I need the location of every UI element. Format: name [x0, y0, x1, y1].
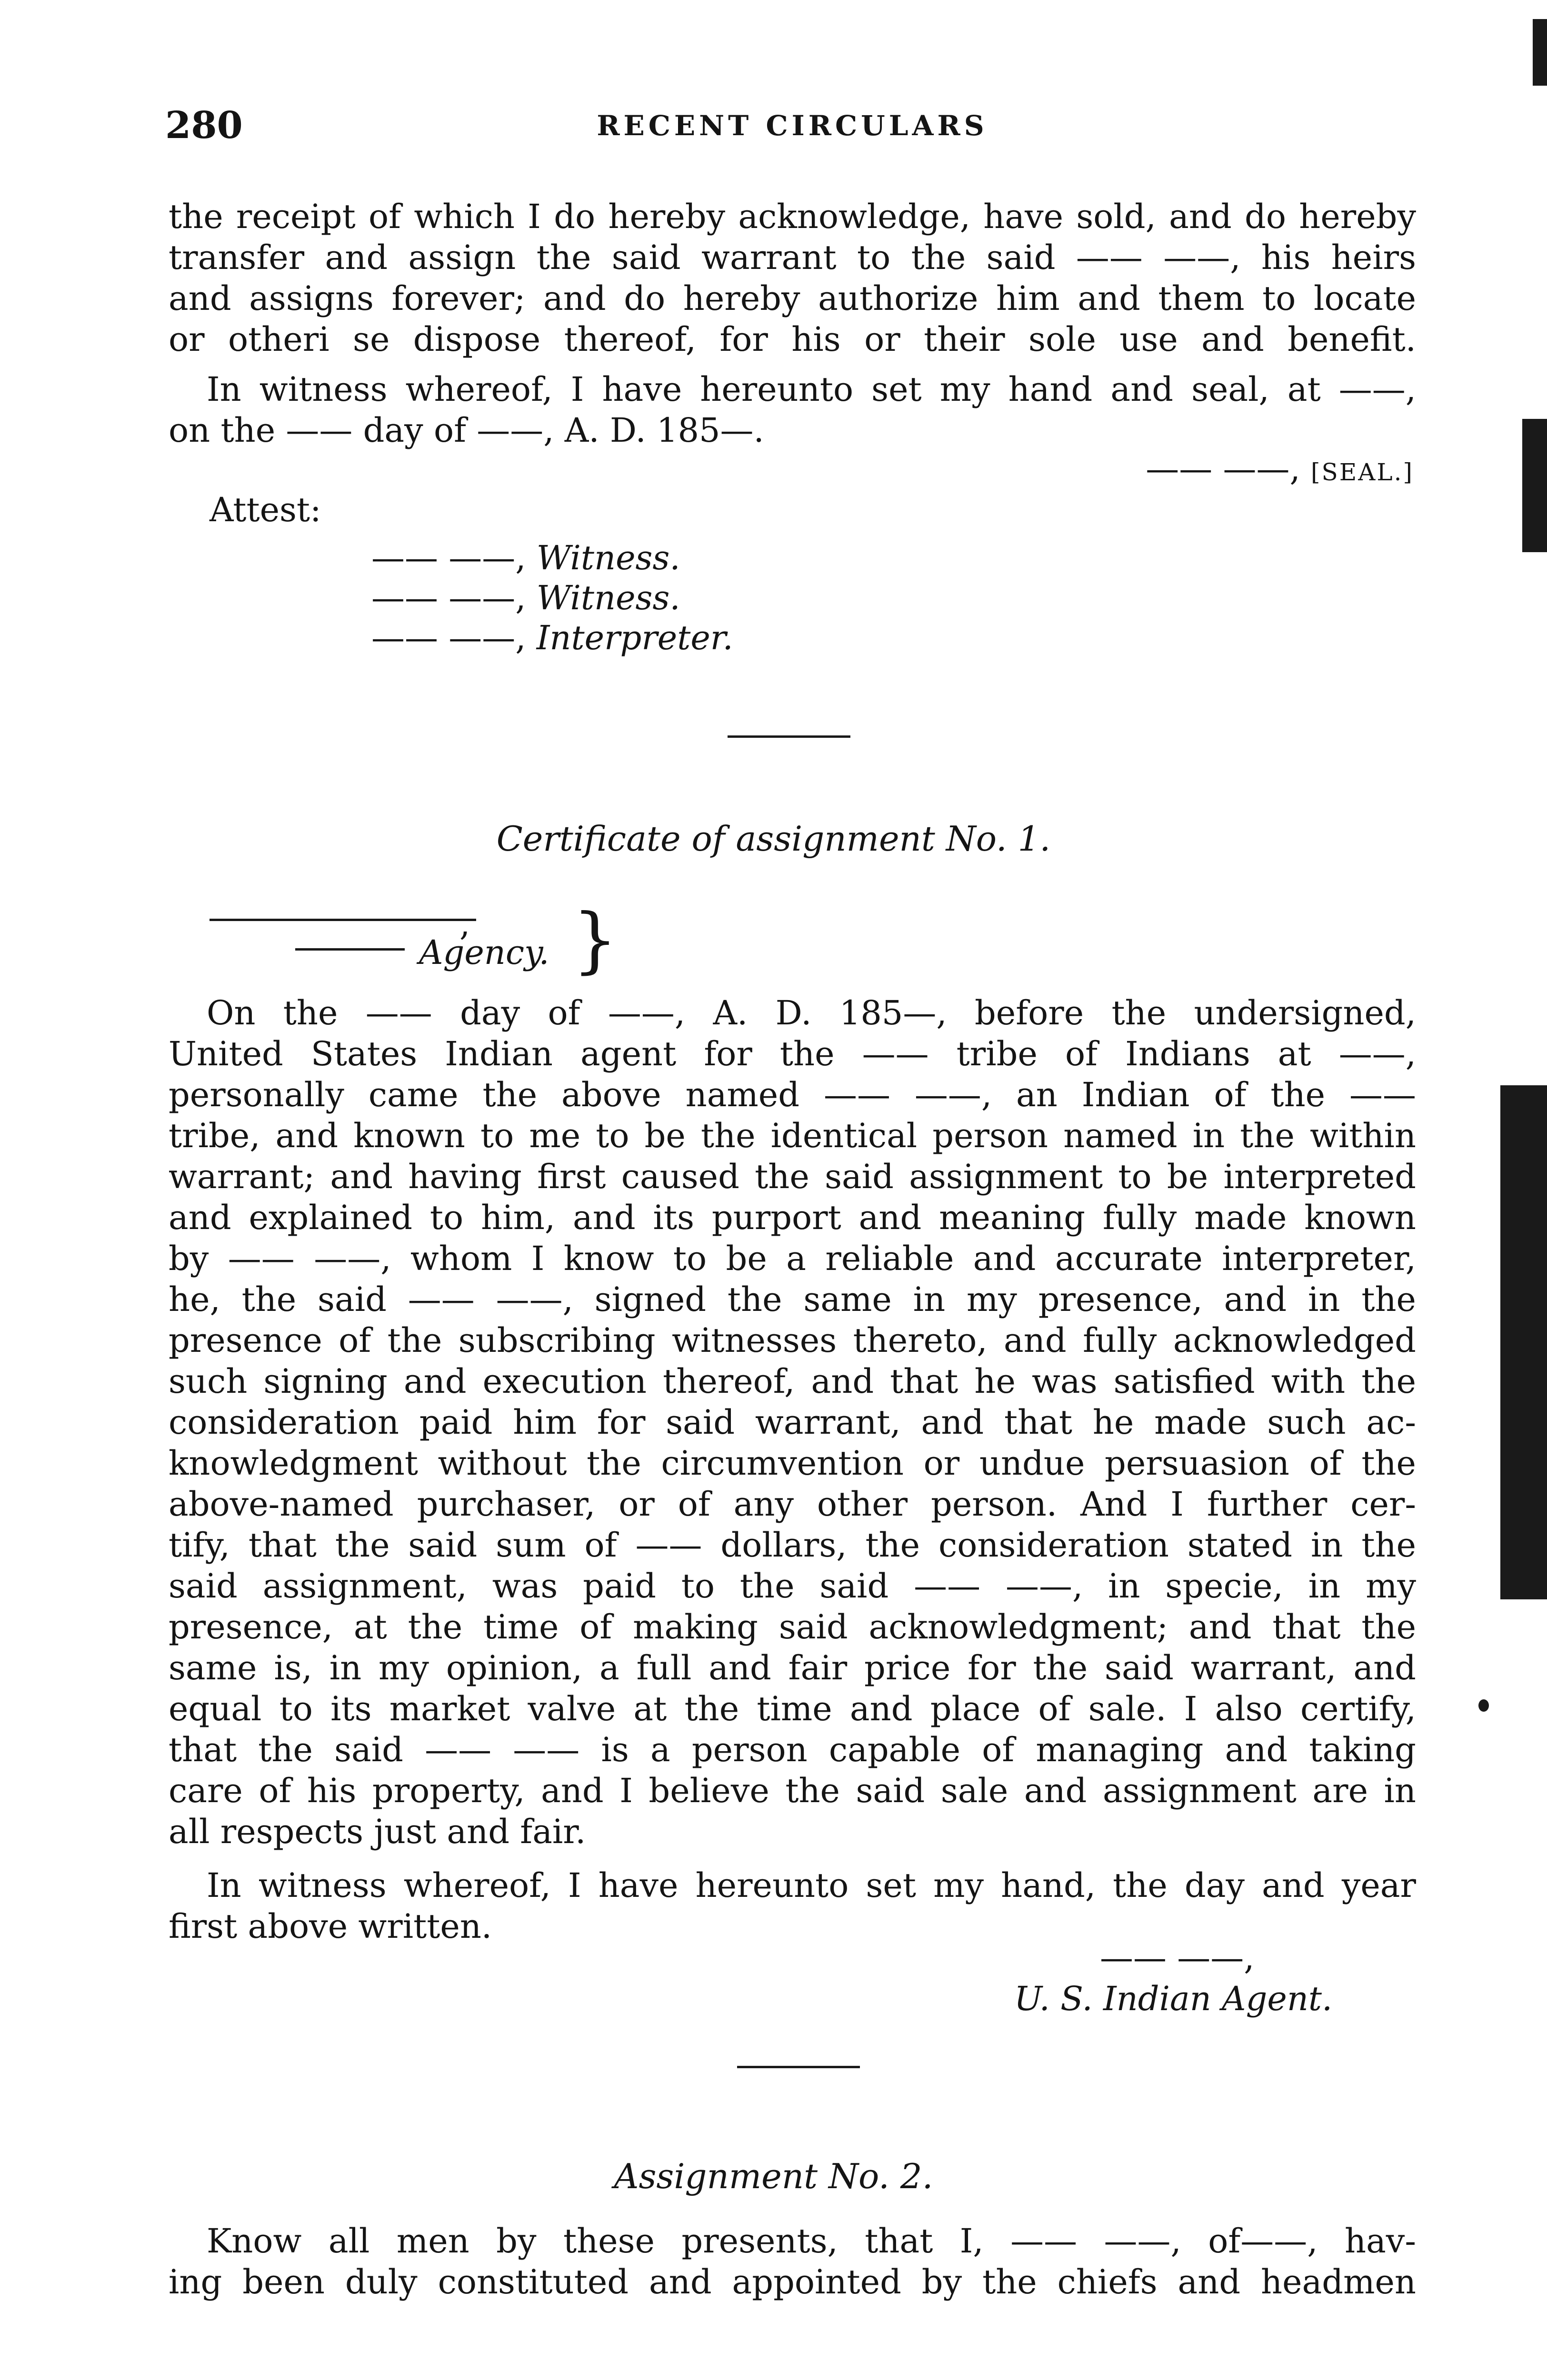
- scan-edge-shadow: [1500, 1085, 1547, 1599]
- text-line: Know all men by these presents, that I, —— ——, of——, hav-: [207, 2221, 1416, 2261]
- agency-label: Agency.: [419, 933, 549, 972]
- text-line: above-named purchaser, or of any other person. And I further cer-: [169, 1485, 1416, 1524]
- page-number: 280: [165, 104, 243, 147]
- text-line: same is, in my opinion, a full and fair price for the said warrant, and: [169, 1648, 1416, 1687]
- text-line: tribe, and known to me to be the identical person named in the within: [169, 1116, 1416, 1155]
- certificate-heading: Certificate of assignment No. 1.: [496, 819, 1051, 859]
- scan-edge-shadow: [1533, 19, 1547, 86]
- agency-blank-line: [210, 919, 476, 921]
- text-line: knowledgment without the circumvention or undue persuasion of the: [169, 1444, 1416, 1483]
- text-line: presence, at the time of making said acknowledgment; and that the: [169, 1607, 1416, 1646]
- attest-list: [371, 538, 733, 658]
- text-line: on the —— day of ——, A. D. 185—.: [169, 411, 764, 450]
- section-divider: [737, 2066, 860, 2068]
- text-line: equal to its market valve at the time and place of sale. I also certify,: [169, 1689, 1416, 1728]
- attest-line: [371, 578, 733, 618]
- text-line: said assignment, was paid to the said —— ——, in specie, in my: [169, 1567, 1416, 1606]
- seal-mark: [SEAL.]: [1311, 458, 1414, 486]
- attest-dash: —— ——,: [371, 618, 526, 657]
- text-line: warrant; and having first caused the said assignment to be interpreted: [169, 1157, 1416, 1196]
- section-divider: [728, 735, 850, 738]
- attest-role: Interpreter.: [536, 618, 733, 657]
- text-line: In witness whereof, I have hereunto set my hand, the day and year: [207, 1866, 1416, 1905]
- signature-blank: —— ——,: [1100, 1938, 1255, 1977]
- text-line: he, the said —— ——, signed the same in my presence, and in the: [169, 1280, 1416, 1319]
- scan-edge-shadow: [1522, 419, 1547, 552]
- attest-dash: —— ——,: [371, 578, 526, 617]
- agency-blank-line: [295, 948, 405, 951]
- text-line: the receipt of which I do hereby acknowledge, have sold, and do hereby: [169, 197, 1416, 236]
- certificate-body: [169, 992, 1416, 1852]
- text-line: all respects just and fair.: [169, 1812, 586, 1851]
- text-line: and assigns forever; and do hereby authorize him and them to locate: [169, 279, 1416, 318]
- text-line: that the said —— —— is a person capable of managing and taking: [169, 1730, 1416, 1769]
- ink-speck: [1478, 1699, 1489, 1712]
- text-line: by —— ——, whom I know to be a reliable and accurate interpreter,: [169, 1239, 1416, 1278]
- attest-line: [371, 618, 733, 658]
- text-line: In witness whereof, I have hereunto set my hand and seal, at ——,: [207, 370, 1416, 409]
- attest-role: Witness.: [536, 578, 680, 617]
- text-line: United States Indian agent for the —— tribe of Indians at ——,: [169, 1034, 1416, 1073]
- attest-label: Attest:: [210, 490, 321, 529]
- text-line: first above written.: [169, 1907, 492, 1946]
- text-line: ing been duly constituted and appointed by the chiefs and headmen: [169, 2262, 1416, 2301]
- agency-comma: ,: [459, 904, 470, 943]
- attest-dash: —— ——,: [371, 538, 526, 577]
- running-title: RECENT CIRCULARS: [597, 109, 988, 142]
- witness-clause: [169, 369, 1416, 451]
- text-line: presence of the subscribing witnesses thereto, and fully acknowledged: [169, 1321, 1416, 1360]
- text-line: personally came the above named —— ——, an Indian of the ——: [169, 1075, 1416, 1114]
- certificate-closing: [169, 1865, 1416, 1947]
- text-line: transfer and assign the said warrant to the said —— ——, his heirs: [169, 238, 1416, 277]
- attest-role: Witness.: [536, 538, 680, 577]
- signature-title: U. S. Indian Agent.: [1014, 1979, 1333, 2018]
- text-line: such signing and execution thereof, and that he was satisfied with the: [169, 1362, 1416, 1401]
- agent-signature: [1014, 1937, 1395, 2019]
- attest-line: [371, 538, 733, 578]
- text-line: tify, that the said sum of —— dollars, the consideration stated in the: [169, 1526, 1416, 1565]
- text-line: and explained to him, and its purport and meaning fully made known: [169, 1198, 1416, 1237]
- text-line: consideration paid him for said warrant, and that he made such ac-: [169, 1403, 1416, 1442]
- assignment-2-body: [169, 2221, 1416, 2302]
- text-line: or otheri se dispose thereof, for his or their sole use and benefit.: [169, 320, 1416, 359]
- running-head: [165, 104, 1419, 156]
- signature-seal-line: [1146, 449, 1414, 488]
- brace-mark: }: [572, 899, 618, 982]
- text-line: On the —— day of ——, A. D. 185—, before the undersigned,: [207, 993, 1416, 1032]
- text-line: care of his property, and I believe the said sale and assignment are in: [169, 1771, 1416, 1810]
- agency-header: [210, 899, 638, 990]
- signature-blank: —— ——,: [1146, 449, 1300, 488]
- assignment-closing-paragraph: [169, 196, 1416, 360]
- assignment-2-heading: Assignment No. 2.: [614, 2156, 933, 2196]
